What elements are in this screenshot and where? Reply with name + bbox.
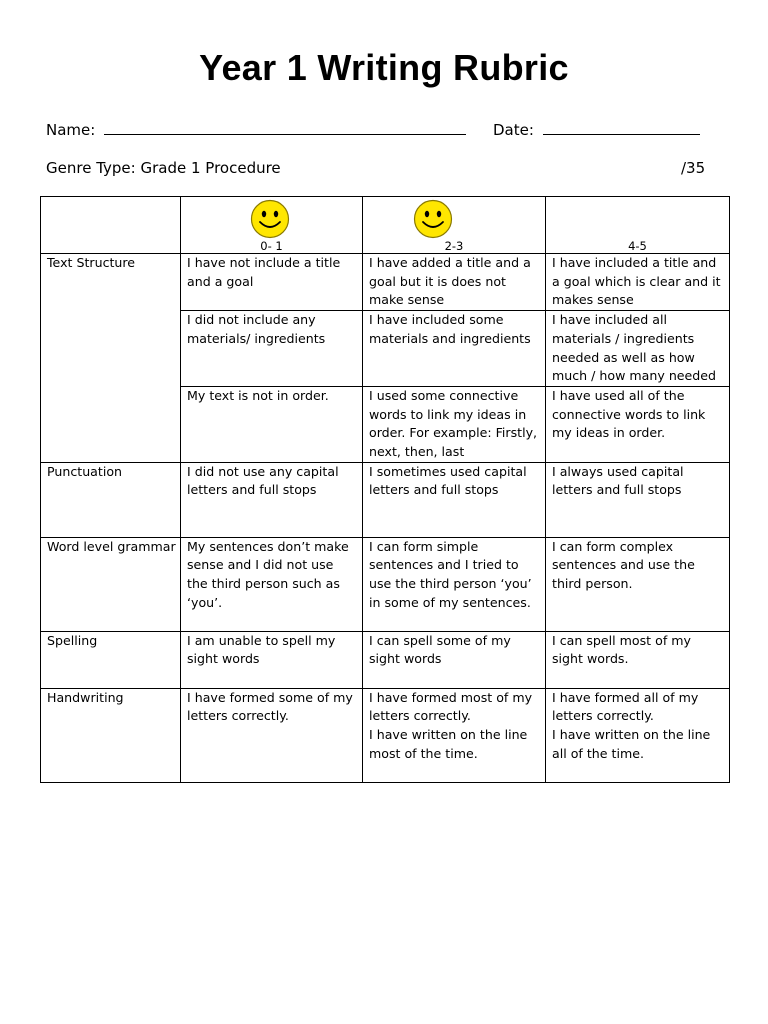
- score-label: 0- 1: [260, 239, 283, 253]
- header-empty-cell: [41, 197, 181, 254]
- descriptor-cell: I have used all of the connective words to link my ideas in order.: [546, 386, 730, 462]
- descriptor-cell: I have formed all of my letters correctly. I have written on the line all of the time.: [546, 688, 730, 782]
- descriptor-cell: I did not include any materials/ ingredients: [181, 311, 363, 387]
- score-label: 4-5: [628, 239, 647, 253]
- header-score-cell: [363, 197, 546, 254]
- descriptor-cell: I have included some materials and ingredients: [363, 311, 546, 387]
- genre-label: Genre Type:: [46, 159, 136, 177]
- score-label: 2-3: [444, 239, 464, 253]
- spelling-row: [41, 631, 730, 688]
- total-score: /35: [681, 159, 706, 177]
- name-label: Name:: [46, 121, 96, 139]
- page-title: Year 1 Writing Rubric: [199, 47, 569, 88]
- genre-value: Grade 1 Procedure: [140, 159, 281, 177]
- descriptor-cell: I have formed some of my letters correctly.: [181, 688, 363, 782]
- descriptor-cell: I have not include a title and a goal: [181, 254, 363, 311]
- text-structure-row: [41, 254, 730, 311]
- word-level-grammar-row: [41, 537, 730, 631]
- header-score-cell: [546, 197, 730, 254]
- descriptor-cell: I have added a title and a goal but it is does not make sense: [363, 254, 546, 311]
- criterion-punctuation: Punctuation: [41, 462, 181, 537]
- criterion-spelling: Spelling: [41, 631, 181, 688]
- name-blank[interactable]: [104, 120, 466, 135]
- handwriting-row: [41, 688, 730, 782]
- date-line: [493, 120, 700, 139]
- descriptor-cell: My sentences don’t make sense and I did not use the third person such as ‘you’.: [181, 537, 363, 631]
- genre-line: [46, 159, 281, 177]
- descriptor-cell: I have included all materials / ingredients needed as well as how much / how many needed: [546, 311, 730, 387]
- smiley-face-icon: [250, 199, 290, 239]
- date-blank[interactable]: [543, 120, 700, 135]
- date-label: Date:: [493, 121, 534, 139]
- descriptor-cell: I can form simple sentences and I tried to use the third person ‘you’ in some of my sentences.: [363, 537, 546, 631]
- descriptor-cell: I can spell some of my sight words: [363, 631, 546, 688]
- descriptor-cell: I used some connective words to link my ideas in order. For example: Firstly, next, then, last: [363, 386, 546, 462]
- descriptor-cell: I did not use any capital letters and full stops: [181, 462, 363, 537]
- header-score-cell: [181, 197, 363, 254]
- header-row: [41, 197, 730, 254]
- descriptor-cell: I sometimes used capital letters and full stops: [363, 462, 546, 537]
- descriptor-cell: I can spell most of my sight words.: [546, 631, 730, 688]
- descriptor-cell: I am unable to spell my sight words: [181, 631, 363, 688]
- criterion-word-level-grammar: Word level grammar: [41, 537, 181, 631]
- descriptor-cell: I have included a title and a goal which is clear and it makes sense: [546, 254, 730, 311]
- punctuation-row: [41, 462, 730, 537]
- descriptor-cell: My text is not in order.: [181, 386, 363, 462]
- criterion-handwriting: Handwriting: [41, 688, 181, 782]
- smiley-face-icon: [413, 199, 453, 239]
- descriptor-cell: I always used capital letters and full stops: [546, 462, 730, 537]
- rubric-table: [40, 196, 730, 783]
- descriptor-cell: I can form complex sentences and use the third person.: [546, 537, 730, 631]
- name-line: [46, 120, 466, 139]
- descriptor-cell: I have formed most of my letters correctly. I have written on the line most of the time.: [363, 688, 546, 782]
- criterion-text-structure: Text Structure: [41, 254, 181, 463]
